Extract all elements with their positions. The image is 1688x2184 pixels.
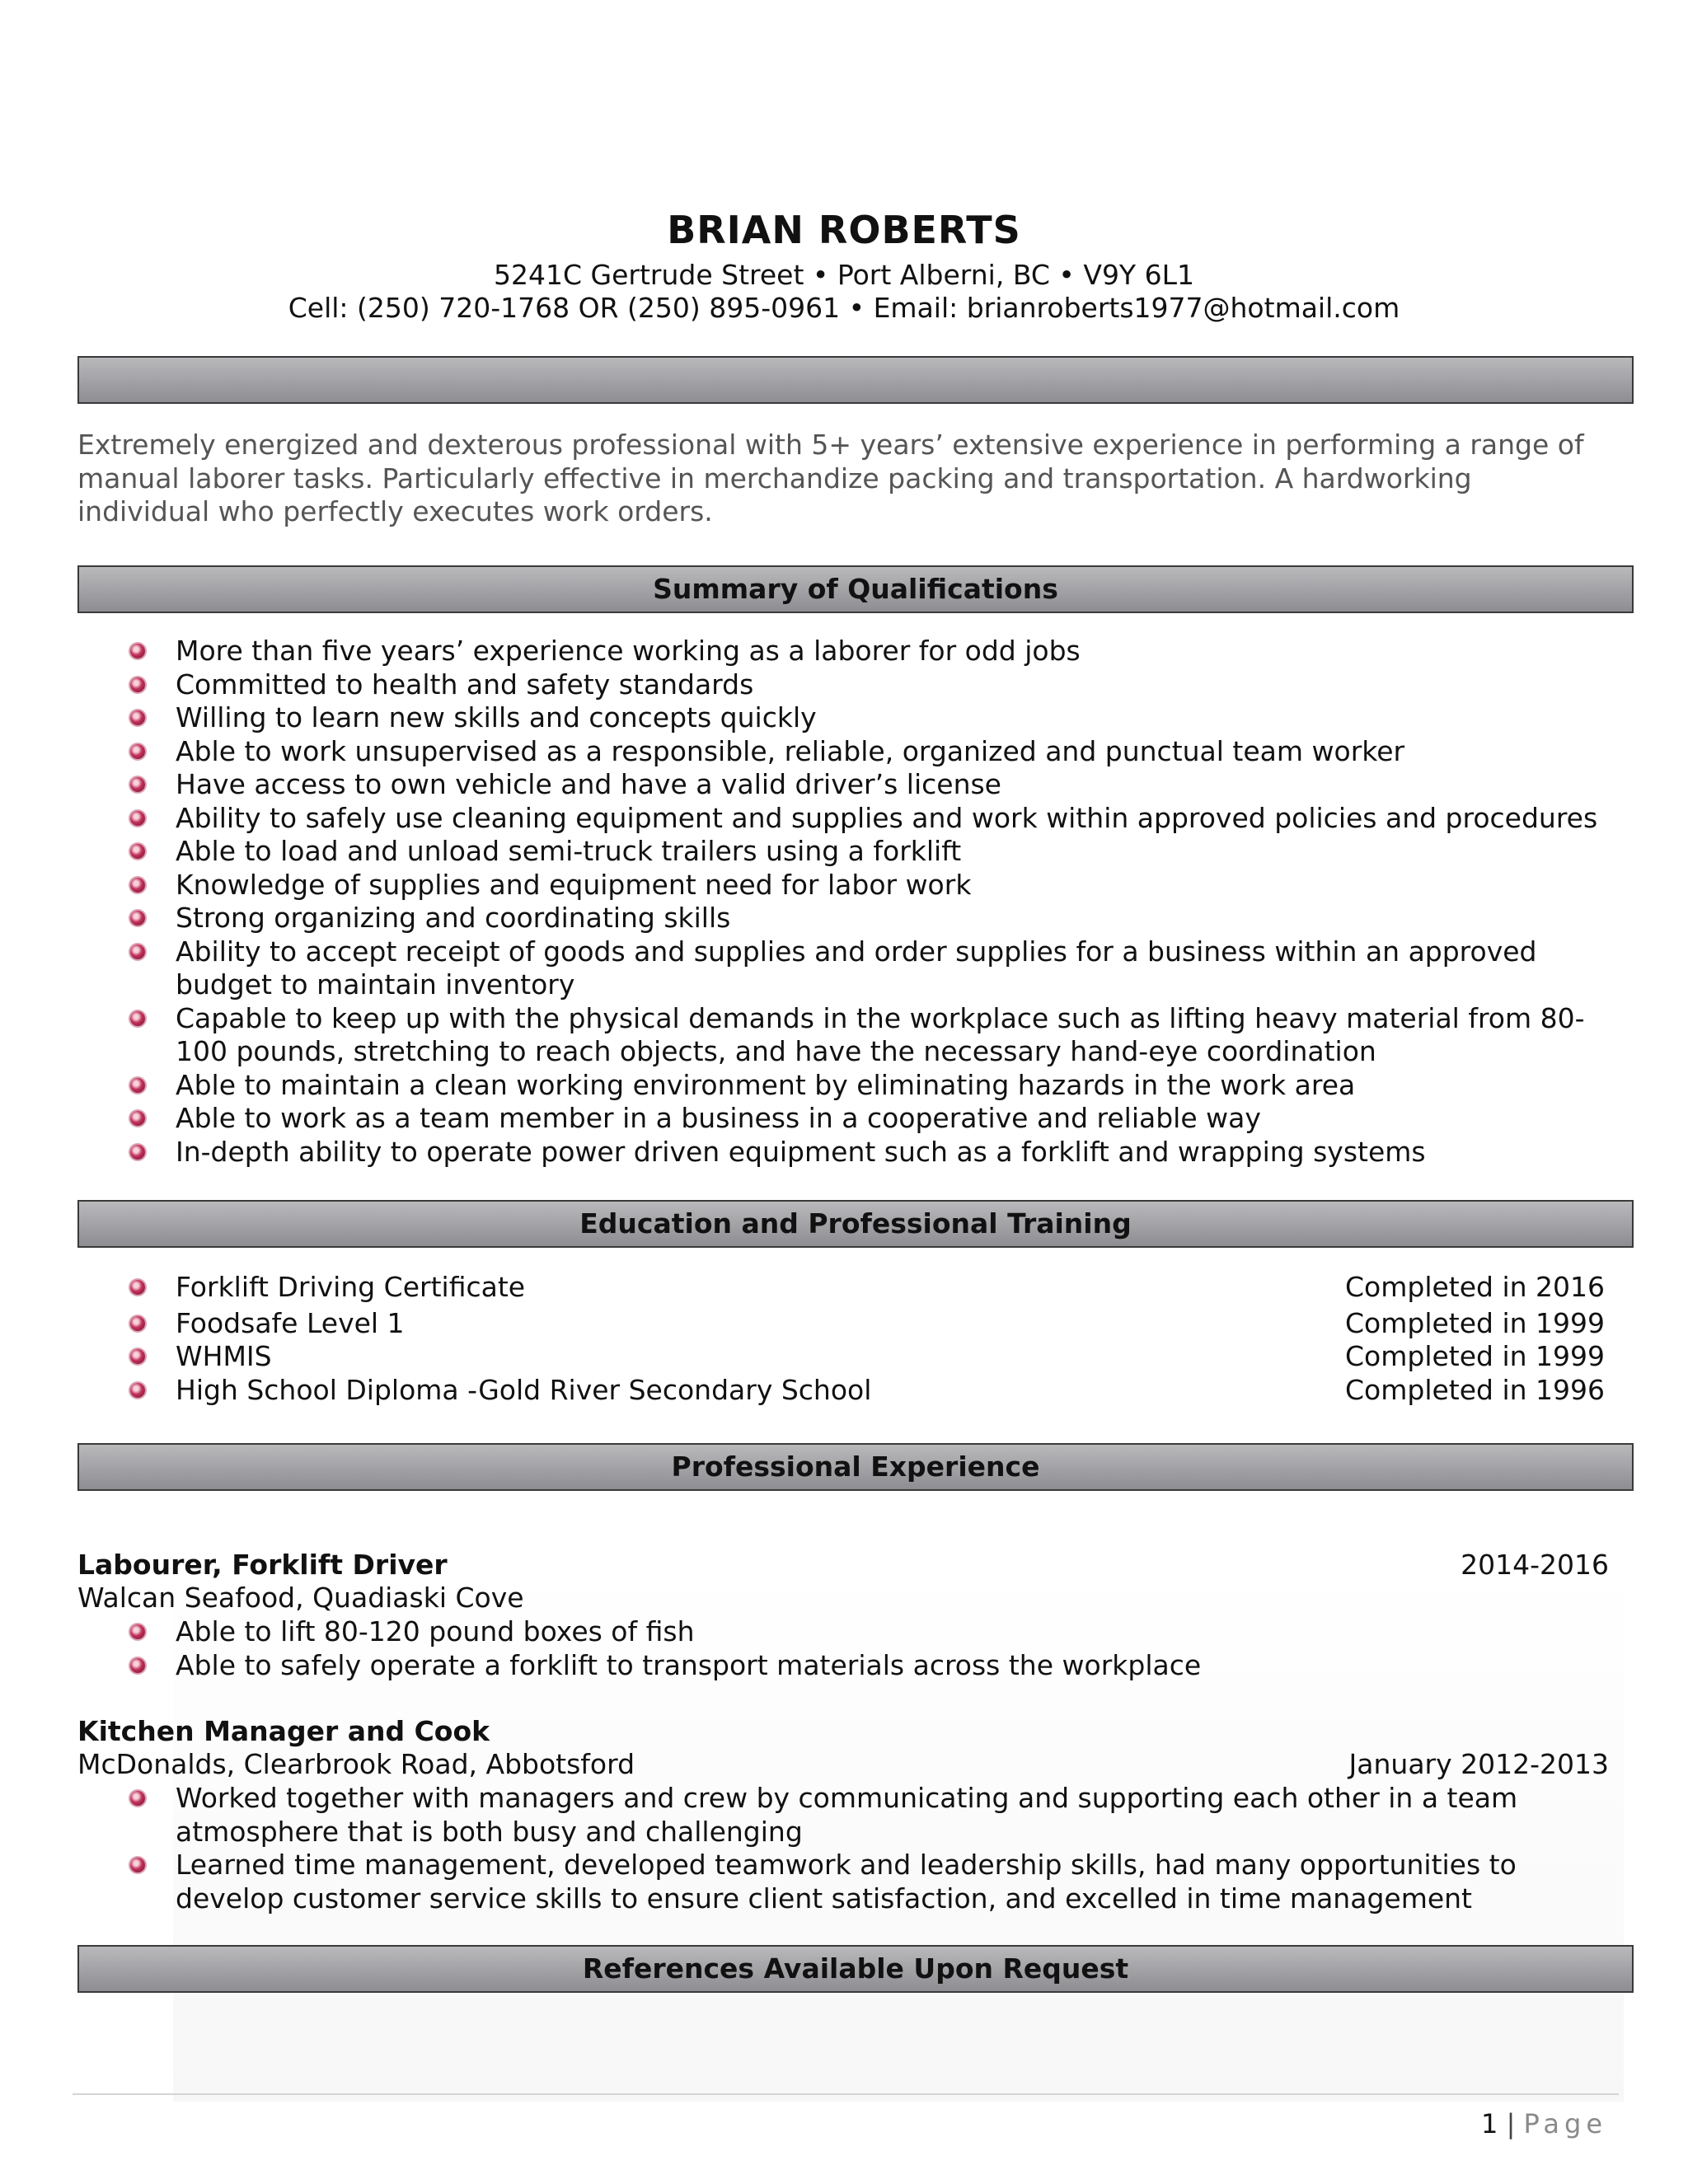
qualification-item	[0, 768, 1688, 802]
education-item	[0, 1271, 1688, 1305]
job-title: Labourer, Forklift Driver	[77, 1549, 448, 1581]
bullet-text-line: develop customer service skills to ensure client satisfaction, and excelled in time management	[176, 1882, 1472, 1915]
bullet-icon	[130, 777, 145, 792]
qualification-item	[0, 1069, 1688, 1103]
page-footer	[0, 2108, 1607, 2139]
profile-intro	[77, 429, 1643, 529]
bullet-text	[176, 1136, 1426, 1169]
address-line: 5241C Gertrude Street • Port Alberni, BC • V9Y 6L1	[494, 259, 1194, 291]
completion-date: Completed in 1996	[1345, 1373, 1606, 1406]
bullet-icon	[130, 1145, 145, 1160]
footer-separator: |	[1506, 2108, 1516, 2139]
bullet-text-line: Able to maintain a clean working environment by eliminating hazards in the work area	[176, 1068, 1356, 1101]
experience-heading: Professional Experience	[77, 1443, 1634, 1491]
bullet-text-line: In-depth ability to operate power driven equipment such as a forklift and wrapping systems	[176, 1135, 1426, 1168]
bullet-icon	[130, 1658, 145, 1673]
bullet-text-line: Worked together with managers and crew by communicating and supporting each other in a team	[176, 1782, 1518, 1814]
bullet-text-line: Willing to learn new skills and concepts quickly	[176, 701, 817, 733]
header-divider-bar	[77, 356, 1634, 404]
bullet-text	[176, 1069, 1355, 1103]
education-title: Forklift Driving Certificate	[176, 1271, 526, 1303]
bullet-icon	[130, 710, 145, 725]
bullet-text-line: Learned time management, developed teamwork and leadership skills, had many opportunities to	[176, 1849, 1517, 1881]
job-years: January 2012-2013	[1348, 1748, 1609, 1780]
intro-line: individual who perfectly executes work orders.	[77, 495, 713, 527]
bullet-icon	[130, 1078, 145, 1093]
bullet-icon	[130, 677, 145, 692]
bullet-text	[176, 1615, 695, 1649]
bullet-icon	[130, 844, 145, 859]
qualification-item	[0, 735, 1688, 769]
qualification-item	[0, 802, 1688, 836]
bullet-text-line: More than five years’ experience working as a laborer for odd jobs	[176, 635, 1081, 667]
qualification-item	[0, 701, 1688, 735]
qualification-item	[0, 668, 1688, 702]
bullet-text	[176, 1849, 1517, 1915]
bullet-text-line: Knowledge of supplies and equipment need for labor work	[176, 868, 972, 901]
job-duties-list	[0, 1615, 1688, 1682]
bullet-text-line: Able to safely operate a forklift to transport materials across the workplace	[176, 1648, 1202, 1681]
bullet-text	[176, 668, 753, 702]
bullet-icon	[130, 644, 145, 658]
bullet-text	[176, 735, 1404, 769]
qualification-item	[0, 1102, 1688, 1136]
education-title: Foodsafe Level 1	[176, 1306, 405, 1339]
candidate-name: BRIAN ROBERTS	[667, 208, 1021, 252]
bullet-icon	[130, 1791, 145, 1806]
bullet-text-line: Able to load and unload semi-truck trailers using a forklift	[176, 835, 962, 867]
bullet-text	[176, 1102, 1261, 1136]
qualification-item	[0, 1136, 1688, 1169]
bullet-icon	[130, 911, 145, 926]
bullet-text-line: budget to maintain inventory	[176, 968, 575, 1001]
bullet-text	[176, 802, 1597, 836]
bullet-icon	[130, 1111, 145, 1126]
bullet-text-line: 100 pounds, stretching to reach objects, and have the necessary hand-eye coordination	[176, 1035, 1376, 1067]
bullet-icon	[130, 944, 145, 959]
education-title: WHMIS	[176, 1340, 272, 1372]
bullet-icon	[130, 744, 145, 759]
qualifications-heading: Summary of Qualifications	[77, 565, 1634, 613]
contact-line: Cell: (250) 720-1768 OR (250) 895-0961 • Email: brianroberts1977@hotmail.com	[288, 292, 1400, 324]
intro-line: Extremely energized and dexterous professional with 5+ years’ extensive experience in performing a range of	[77, 429, 1584, 461]
bullet-text-line: Capable to keep up with the physical demands in the workplace such as lifting heavy material from 80-	[176, 1001, 1585, 1034]
bullet-icon	[130, 1858, 145, 1872]
bullet-text-line: Ability to accept receipt of goods and supplies and order supplies for a business within an approved	[176, 935, 1537, 968]
bullet-text	[176, 1782, 1517, 1849]
page-number: 1	[1481, 2108, 1498, 2139]
bullet-icon	[130, 878, 145, 893]
qualification-item	[0, 835, 1688, 869]
qualifications-list	[0, 635, 1688, 1169]
bullet-text	[176, 1649, 1201, 1683]
job-employer: Walcan Seafood, Quadiaski Cove	[77, 1582, 524, 1614]
bullet-text	[176, 768, 1001, 802]
intro-line: manual laborer tasks. Particularly effective in merchandize packing and transportation. A hardworking	[77, 462, 1472, 494]
completion-date: Completed in 2016	[1345, 1271, 1606, 1303]
bullet-icon	[130, 1349, 145, 1364]
qualification-item	[0, 869, 1688, 902]
bullet-text-line: Able to work unsupervised as a responsible, reliable, organized and punctual team worker	[176, 734, 1405, 767]
bullet-text-line: Able to lift 80-120 pound boxes of fish	[176, 1615, 695, 1647]
qualification-item	[0, 635, 1688, 668]
completion-date: Completed in 1999	[1345, 1306, 1606, 1339]
bullet-icon	[130, 1280, 145, 1295]
bullet-icon	[130, 1316, 145, 1331]
bullet-icon	[130, 1624, 145, 1639]
bullet-text-line: Able to work as a team member in a business in a cooperative and reliable way	[176, 1102, 1261, 1134]
bullet-text	[176, 701, 817, 735]
education-title: High School Diploma -Gold River Secondary School	[176, 1373, 872, 1406]
bullet-text-line: Ability to safely use cleaning equipment and supplies and work within approved policies and procedures	[176, 801, 1598, 834]
duty-item	[0, 1615, 1688, 1649]
bullet-icon	[130, 1383, 145, 1398]
bullet-text	[176, 1002, 1585, 1069]
bullet-text	[176, 635, 1081, 668]
job-duties-list	[0, 1782, 1688, 1915]
bullet-text	[176, 935, 1537, 1002]
bullet-text	[176, 902, 730, 935]
qualification-item	[0, 902, 1688, 935]
education-item	[0, 1307, 1688, 1341]
bullet-text-line: Have access to own vehicle and have a valid driver’s license	[176, 768, 1001, 800]
footer-divider	[73, 2093, 1619, 2095]
bullet-icon	[130, 1011, 145, 1026]
duty-item	[0, 1849, 1688, 1915]
bullet-text-line: atmosphere that is both busy and challenging	[176, 1815, 803, 1848]
job-title: Kitchen Manager and Cook	[77, 1715, 490, 1747]
references-heading: References Available Upon Request	[77, 1945, 1634, 1993]
education-item	[0, 1374, 1688, 1408]
qualification-item	[0, 935, 1688, 1002]
bullet-text	[176, 869, 971, 902]
job-years: 2014-2016	[1461, 1549, 1609, 1581]
bullet-text	[176, 835, 961, 869]
education-item	[0, 1340, 1688, 1374]
bullet-text-line: Committed to health and safety standards	[176, 668, 754, 701]
education-heading: Education and Professional Training	[77, 1200, 1634, 1248]
duty-item	[0, 1782, 1688, 1849]
qualification-item	[0, 1002, 1688, 1069]
bullet-text-line: Strong organizing and coordinating skills	[176, 902, 731, 934]
job-employer: McDonalds, Clearbrook Road, Abbotsford	[77, 1748, 635, 1780]
page-label: Page	[1523, 2108, 1607, 2139]
education-list	[0, 1271, 1688, 1407]
bullet-icon	[130, 811, 145, 826]
duty-item	[0, 1649, 1688, 1683]
completion-date: Completed in 1999	[1345, 1340, 1606, 1372]
